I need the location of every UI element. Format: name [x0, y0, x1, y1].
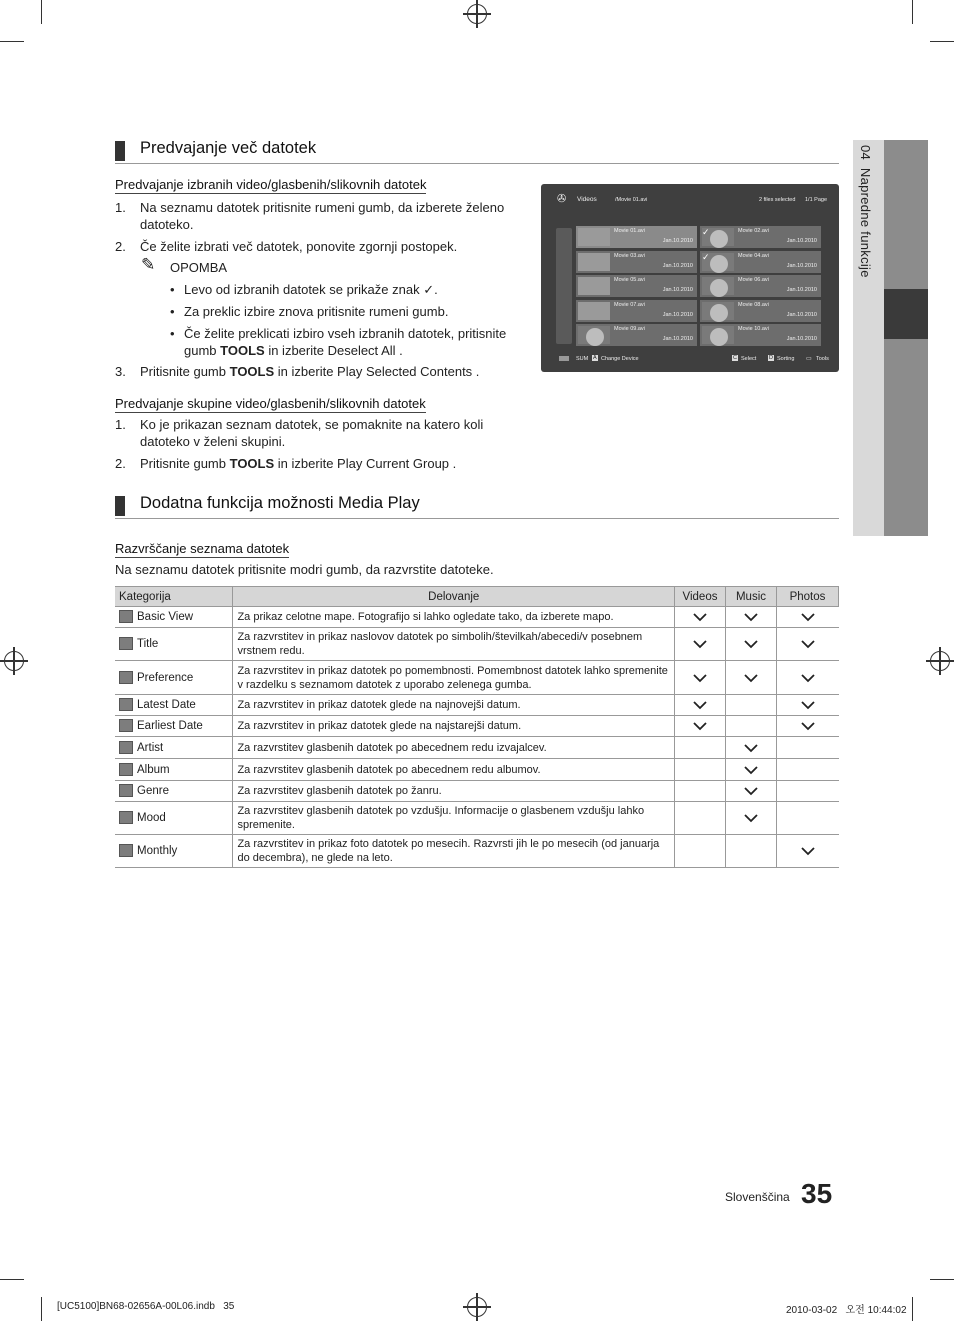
support-cell — [776, 716, 838, 737]
category-label: Latest Date — [137, 699, 196, 711]
category-cell — [115, 802, 233, 835]
file-date: Jan.10.2010 — [662, 336, 693, 342]
support-cell — [776, 802, 838, 835]
support-cell — [726, 607, 777, 628]
step-number: 3. — [115, 364, 126, 379]
support-cell — [726, 759, 777, 781]
category-label: Basic View — [137, 611, 194, 623]
note-item: Levo od izbranih datotek se prikaže znak ✓. — [184, 282, 438, 297]
support-cell — [776, 695, 838, 716]
table-row — [115, 695, 839, 716]
file-name: Movie 05.avi — [614, 277, 645, 283]
crop-mark — [41, 1297, 42, 1321]
table-row — [115, 716, 839, 737]
key-a-icon: A — [593, 355, 597, 361]
col-header: Music — [726, 587, 777, 607]
file-name: Movie 07.avi — [614, 301, 645, 308]
category-cell — [115, 759, 233, 781]
file-tile[interactable] — [576, 251, 697, 273]
chevron-down-icon — [744, 814, 758, 823]
registration-mark-icon — [467, 1297, 487, 1317]
subsection-heading: Predvajanje skupine video/glasbenih/slikovnih datotek — [115, 396, 426, 411]
file-tile[interactable] — [576, 300, 697, 322]
support-cell — [675, 695, 726, 716]
file-date: Jan.10.2010 — [662, 262, 693, 269]
table-row — [115, 607, 839, 628]
category-cell — [115, 835, 233, 868]
category-label: Genre — [137, 785, 169, 797]
file-date: Jan.10.2010 — [662, 238, 693, 244]
support-cell — [675, 607, 726, 628]
support-cell — [675, 716, 726, 737]
description-cell: Za razvrstitev in prikaz datotek po pomembnosti. Pomembnost datotek lahko spremenite v razdelku s seznamom datotek z uporabo zelenega gumba. — [233, 661, 675, 695]
col-header: Kategorija — [115, 587, 233, 607]
file-thumbnail — [578, 228, 610, 246]
crop-mark — [930, 1279, 954, 1280]
footer-file: [UC5100]BN68-02656A-00L06.indb 35 — [57, 1301, 235, 1312]
chapter-label: 04 Napredne funkcije — [858, 145, 873, 278]
chevron-down-icon — [801, 722, 815, 731]
file-name: Movie 10.avi — [738, 326, 769, 332]
chevron-down-icon — [801, 701, 815, 710]
category-icon — [119, 637, 133, 650]
file-date: Jan.10.2010 — [662, 287, 693, 293]
category-label: Title — [137, 638, 159, 650]
section-title: Dodatna funkcija možnosti Media Play — [140, 494, 420, 512]
step-text: Na seznamu datotek pritisnite rumeni gumb, da izberete želeno datoteko. — [140, 200, 505, 232]
note-label: OPOMBA — [170, 260, 228, 275]
table-header-row — [115, 587, 839, 607]
chevron-down-icon — [744, 787, 758, 796]
file-tile[interactable] — [700, 226, 821, 248]
support-cell — [726, 628, 777, 661]
step-text: Ko je prikazan seznam datotek, se pomaknite na katero koli datoteko v želeni skupini. — [140, 417, 484, 449]
support-cell — [675, 737, 726, 759]
table-row — [115, 661, 839, 695]
table-row — [115, 759, 839, 781]
category-cell — [115, 628, 233, 661]
category-label: Preference — [137, 671, 194, 684]
intro-text: Na seznamu datotek pritisnite modri gumb, da razvrstite datoteke. — [115, 562, 494, 577]
description-cell: Za razvrstitev glasbenih datotek po abecednem redu izvajalcev. — [233, 737, 675, 759]
category-label: Album — [137, 763, 170, 776]
file-thumbnail — [702, 277, 734, 295]
file-name: Movie 06.avi — [738, 277, 769, 283]
chevron-down-icon — [693, 701, 707, 710]
category-icon — [119, 763, 133, 776]
file-name: Movie 04.avi — [738, 252, 769, 259]
file-thumbnail — [702, 302, 734, 320]
crop-mark — [912, 1297, 913, 1321]
bullet-icon: • — [170, 304, 175, 319]
category-label: Artist — [137, 741, 164, 754]
table-row — [115, 835, 839, 868]
registration-mark-icon — [930, 651, 950, 671]
checkmark-icon: ✓ — [423, 282, 435, 297]
col-header: Delovanje — [233, 587, 675, 607]
tools-icon: ▭ — [806, 356, 812, 362]
film-reel-icon — [710, 279, 728, 297]
category-cell — [115, 607, 233, 628]
file-thumbnail — [578, 253, 610, 271]
subsection-heading: Predvajanje izbranih video/glasbenih/slikovnih datotek — [115, 177, 427, 192]
col-header: Videos — [675, 587, 726, 607]
chevron-down-icon — [744, 674, 758, 683]
category-icon — [119, 741, 133, 754]
description-cell: Za razvrstitev in prikaz datotek glede na najnovejši datum. — [233, 695, 675, 716]
description-cell: Za razvrstitev in prikaz naslovov datotek po simbolih/številkah/abecedi/v posebnem vrstnem redu. — [233, 628, 675, 661]
chevron-down-icon — [801, 613, 815, 622]
file-tile[interactable] — [576, 324, 697, 346]
step-text: Pritisnite gumb TOOLS in izberite Play Selected Contents . — [140, 364, 480, 379]
support-cell — [776, 737, 838, 759]
support-cell — [776, 835, 838, 868]
bullet-icon: • — [170, 326, 175, 341]
file-thumbnail — [578, 277, 610, 295]
chevron-down-icon — [801, 847, 815, 856]
table-row — [115, 628, 839, 661]
file-date: Jan.10.2010 — [662, 311, 693, 318]
file-name: Movie 09.avi — [614, 326, 645, 332]
support-cell — [675, 628, 726, 661]
file-date: Jan.10.2010 — [786, 336, 817, 342]
description-cell: Za razvrstitev glasbenih datotek po vzdušju. Informacije o glasbenem vzdušju lahko spremenite. — [233, 802, 675, 835]
category-icon-strip — [556, 228, 572, 344]
sorting-hint: Sorting — [777, 356, 795, 362]
support-cell — [776, 628, 838, 661]
sort-options-table — [115, 586, 839, 868]
support-cell — [776, 661, 838, 695]
support-cell — [726, 802, 777, 835]
chevron-down-icon — [693, 640, 707, 649]
support-cell — [726, 661, 777, 695]
category-label: Earliest Date — [137, 720, 203, 732]
chevron-down-icon — [744, 640, 758, 649]
support-cell — [675, 661, 726, 695]
film-reel-icon — [710, 230, 728, 248]
section-header — [115, 494, 839, 519]
registration-mark-icon — [4, 651, 24, 671]
chevron-down-icon — [693, 722, 707, 731]
step-text: Pritisnite gumb TOOLS in izberite Play Current Group . — [140, 456, 457, 471]
chevron-down-icon — [801, 640, 815, 649]
category-label: Mood — [137, 812, 166, 824]
category-icon — [119, 719, 133, 732]
chevron-down-icon — [744, 766, 758, 775]
support-cell — [675, 835, 726, 868]
category-icon — [119, 844, 133, 857]
key-c-icon: C — [733, 355, 737, 361]
step-text: Če želite izbrati več datotek, ponovite zgornji postopek. — [140, 239, 458, 254]
screen-page: 1/1 Page — [805, 197, 828, 203]
step-number: 2. — [115, 239, 126, 254]
subsection-heading: Razvrščanje seznama datotek — [115, 541, 290, 556]
support-cell — [776, 607, 838, 628]
file-name: Movie 01.avi — [614, 228, 645, 234]
file-tile[interactable] — [700, 300, 821, 322]
file-thumbnail — [578, 302, 610, 320]
file-thumbnail — [578, 326, 610, 344]
selected-check-icon: ✓ — [702, 251, 710, 262]
support-cell — [675, 802, 726, 835]
footer-timestamp: 2010-03-02 오전 10:44:02 — [786, 1305, 907, 1316]
step-number: 1. — [115, 417, 126, 432]
crop-mark — [41, 0, 42, 24]
file-name: Movie 08.avi — [738, 301, 769, 308]
col-header: Photos — [776, 587, 838, 607]
note-item: Za preklic izbire znova pritisnite rumeni gumb. — [184, 304, 449, 319]
file-tile[interactable] — [700, 324, 821, 346]
page-number: 35 — [801, 1178, 833, 1209]
support-cell — [776, 781, 838, 802]
support-cell — [776, 759, 838, 781]
description-cell: Za razvrstitev in prikaz datotek glede na najstarejši datum. — [233, 716, 675, 737]
screen-sum: SUM — [576, 356, 589, 362]
film-reel-icon — [710, 304, 728, 322]
note-item: Če želite preklicati izbiro vseh izbranih datotek, pritisnite gumb TOOLS in izberite Deselect All . — [184, 326, 507, 358]
crop-mark — [0, 41, 24, 42]
film-reel-icon — [710, 255, 728, 273]
chevron-down-icon — [744, 613, 758, 622]
bullet-icon: • — [170, 282, 175, 297]
description-cell: Za razvrstitev glasbenih datotek po žanru. — [233, 781, 675, 802]
section-header — [115, 139, 839, 164]
change-device-hint: Change Device — [601, 356, 639, 362]
table-row — [115, 802, 839, 835]
film-reel-icon — [586, 328, 604, 346]
media-play-screenshot — [541, 184, 839, 372]
crop-mark — [0, 1279, 24, 1280]
tools-hint: Tools — [816, 356, 829, 362]
file-date: Jan.10.2010 — [786, 238, 817, 244]
file-tile[interactable] — [700, 251, 821, 273]
screen-title: Videos — [577, 196, 597, 203]
file-thumbnail — [702, 326, 734, 344]
crop-mark — [912, 0, 913, 24]
selected-check-icon: ✓ — [702, 227, 710, 237]
side-tab-marker — [884, 289, 928, 339]
file-tile[interactable] — [576, 275, 697, 297]
support-cell — [675, 781, 726, 802]
category-label: Monthly — [137, 845, 178, 857]
step-number: 1. — [115, 200, 126, 215]
file-tile[interactable] — [576, 226, 697, 248]
table-row — [115, 781, 839, 802]
support-cell — [675, 759, 726, 781]
table-row — [115, 737, 839, 759]
chevron-down-icon — [693, 674, 707, 683]
file-tile[interactable] — [700, 275, 821, 297]
category-icon — [119, 671, 133, 684]
note-pencil-icon: ✎ — [141, 255, 156, 274]
chevron-down-icon — [801, 674, 815, 683]
registration-mark-icon — [467, 4, 487, 24]
crop-mark — [930, 41, 954, 42]
category-cell — [115, 661, 233, 695]
category-icon — [119, 811, 133, 824]
chevron-down-icon — [693, 613, 707, 622]
step-number: 2. — [115, 456, 126, 471]
category-cell — [115, 716, 233, 737]
category-cell — [115, 737, 233, 759]
file-date: Jan.10.2010 — [786, 262, 817, 269]
description-cell: Za razvrstitev glasbenih datotek po abecednem redu albumov. — [233, 759, 675, 781]
support-cell — [726, 737, 777, 759]
chevron-down-icon — [744, 744, 758, 753]
key-d-icon: D — [769, 355, 773, 361]
support-cell — [726, 695, 777, 716]
category-cell — [115, 781, 233, 802]
file-date: Jan.10.2010 — [786, 287, 817, 293]
description-cell: Za prikaz celotne mape. Fotografijo si lahko ogledate tako, da izberete mapo. — [233, 607, 675, 628]
film-reel-icon — [710, 328, 728, 346]
select-hint: Select — [741, 356, 757, 362]
category-icon — [119, 610, 133, 623]
footer-language: Slovenščina — [725, 1190, 790, 1204]
category-icon — [119, 784, 133, 797]
category-icon — [119, 698, 133, 711]
section-title: Predvajanje več datotek — [140, 139, 317, 157]
file-name: Movie 02.avi — [738, 228, 769, 234]
screen-status: 2 files selected — [759, 197, 796, 203]
screen-path: /Movie 01.avi — [615, 197, 648, 203]
description-cell: Za razvrstitev in prikaz foto datotek po mesecih. Razvrsti jih le po mesecih (od januarja do decembra), ne glede na leto. — [233, 835, 675, 868]
support-cell — [726, 716, 777, 737]
support-cell — [726, 781, 777, 802]
device-icon — [559, 356, 569, 361]
category-cell — [115, 695, 233, 716]
support-cell — [726, 835, 777, 868]
file-date: Jan.10.2010 — [786, 311, 817, 318]
file-name: Movie 03.avi — [614, 252, 645, 259]
videos-icon: ✇ — [557, 193, 567, 205]
